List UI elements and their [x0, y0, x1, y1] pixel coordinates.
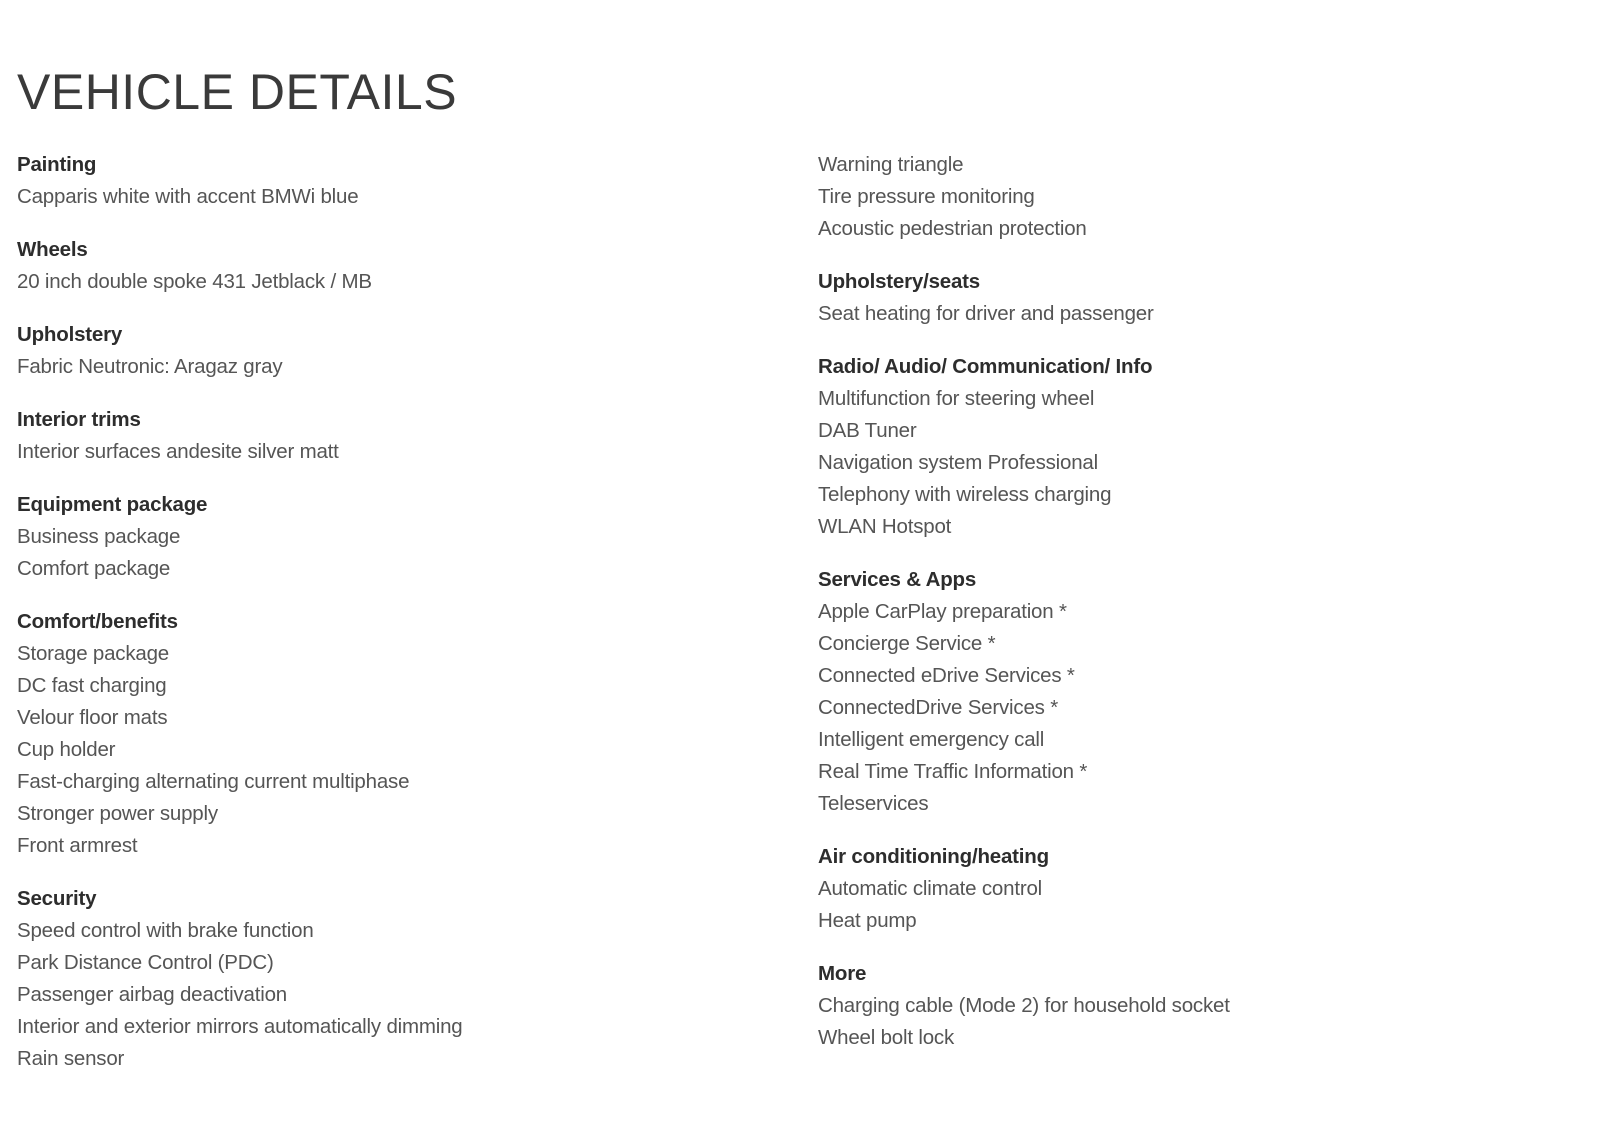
feature-section	[818, 149, 1580, 245]
feature-item: Warning triangle	[818, 153, 964, 176]
section-heading: Security	[17, 887, 97, 910]
feature-item: Teleservices	[818, 792, 929, 815]
feature-item: Front armrest	[17, 834, 138, 857]
feature-item: Telephony with wireless charging	[818, 483, 1112, 506]
feature-item: ConnectedDrive Services *	[818, 696, 1058, 719]
feature-item: DC fast charging	[17, 674, 167, 697]
feature-item: Acoustic pedestrian protection	[818, 217, 1087, 240]
feature-section	[17, 606, 818, 862]
feature-section	[17, 319, 818, 383]
section-heading: Equipment package	[17, 493, 208, 516]
feature-item: WLAN Hotspot	[818, 515, 952, 538]
feature-item: 20 inch double spoke 431 Jetblack / MB	[17, 270, 372, 293]
feature-item: Rain sensor	[17, 1047, 125, 1070]
feature-section	[818, 266, 1580, 330]
feature-item: Apple CarPlay preparation *	[818, 600, 1067, 623]
feature-section	[818, 841, 1580, 937]
feature-section	[17, 234, 818, 298]
section-heading: More	[818, 962, 867, 985]
feature-item: Concierge Service *	[818, 632, 996, 655]
feature-item: Real Time Traffic Information *	[818, 760, 1088, 783]
feature-item: Velour floor mats	[17, 706, 168, 729]
feature-item: Storage package	[17, 642, 170, 665]
feature-item: Park Distance Control (PDC)	[17, 951, 274, 974]
feature-item: Seat heating for driver and passenger	[818, 302, 1154, 325]
feature-item: Wheel bolt lock	[818, 1026, 955, 1049]
section-heading: Services & Apps	[818, 568, 977, 591]
section-heading: Upholstery	[17, 323, 123, 346]
section-heading: Painting	[17, 153, 97, 176]
feature-section	[818, 958, 1580, 1054]
section-heading: Comfort/benefits	[17, 610, 178, 633]
column-left	[17, 149, 818, 1075]
feature-item: Capparis white with accent BMWi blue	[17, 185, 359, 208]
feature-item: Intelligent emergency call	[818, 728, 1045, 751]
feature-item: Automatic climate control	[818, 877, 1043, 900]
feature-section	[17, 489, 818, 585]
feature-section	[818, 351, 1580, 543]
feature-item: DAB Tuner	[818, 419, 917, 442]
feature-item: Connected eDrive Services *	[818, 664, 1075, 687]
feature-item: Interior and exterior mirrors automatically dimming	[17, 1015, 463, 1038]
feature-columns	[17, 149, 1580, 1075]
column-right	[818, 149, 1580, 1075]
feature-item: Business package	[17, 525, 181, 548]
section-heading: Upholstery/seats	[818, 270, 981, 293]
section-heading: Air conditioning/heating	[818, 845, 1049, 868]
feature-item: Interior surfaces andesite silver matt	[17, 440, 339, 463]
feature-section	[818, 564, 1580, 820]
section-heading: Interior trims	[17, 408, 141, 431]
feature-item: Heat pump	[818, 909, 917, 932]
feature-section	[17, 404, 818, 468]
feature-section	[17, 149, 818, 213]
feature-item: Comfort package	[17, 557, 171, 580]
feature-item: Fabric Neutronic: Aragaz gray	[17, 355, 283, 378]
feature-item: Speed control with brake function	[17, 919, 314, 942]
feature-item: Navigation system Professional	[818, 451, 1098, 474]
feature-item: Charging cable (Mode 2) for household socket	[818, 994, 1230, 1017]
section-heading: Radio/ Audio/ Communication/ Info	[818, 355, 1153, 378]
feature-item: Stronger power supply	[17, 802, 218, 825]
feature-item: Passenger airbag deactivation	[17, 983, 287, 1006]
section-heading: Wheels	[17, 238, 88, 261]
page-title: VEHICLE DETAILS	[17, 64, 458, 120]
feature-item: Tire pressure monitoring	[818, 185, 1035, 208]
feature-section	[17, 883, 818, 1075]
feature-item: Fast-charging alternating current multiphase	[17, 770, 410, 793]
feature-item: Multifunction for steering wheel	[818, 387, 1095, 410]
feature-item: Cup holder	[17, 738, 116, 761]
